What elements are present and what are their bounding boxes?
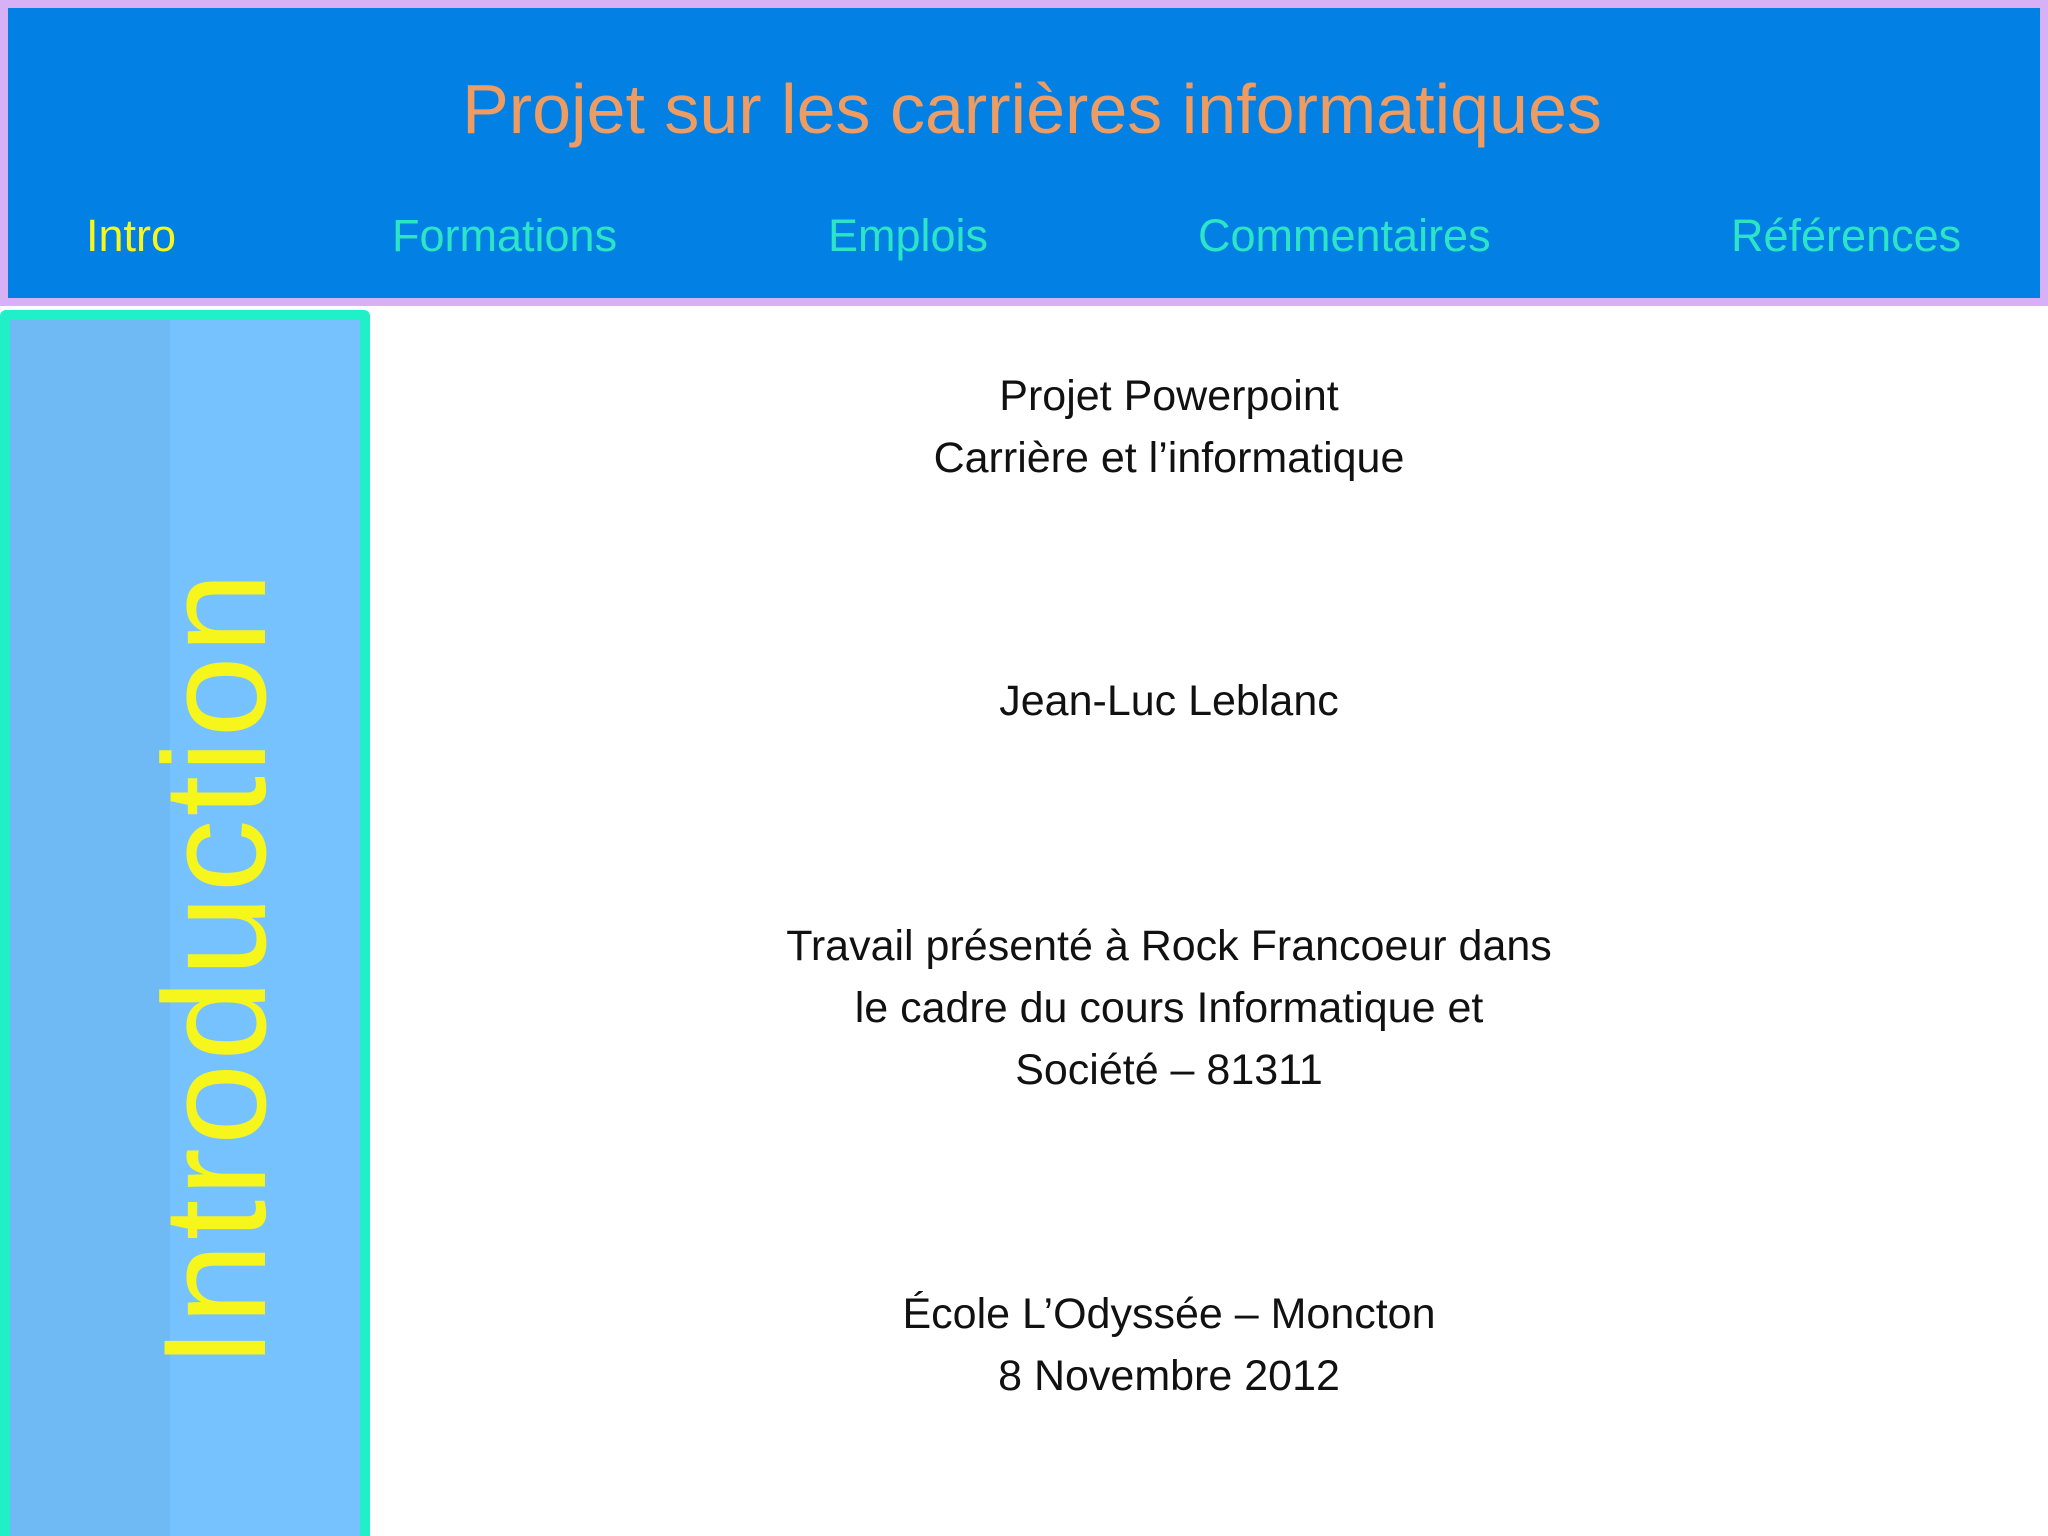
date: 8 Novembre 2012 bbox=[998, 1352, 1340, 1400]
nav-link-references[interactable]: Références bbox=[1731, 210, 1962, 261]
header-bar bbox=[0, 0, 2048, 306]
school-name: École L’Odyssée – Moncton bbox=[902, 1290, 1436, 1338]
presentation-line: le cadre du cours Informatique et bbox=[854, 984, 1484, 1032]
project-line: Projet Powerpoint bbox=[999, 372, 1339, 420]
nav-link-formations[interactable]: Formations bbox=[392, 210, 618, 261]
presentation-block bbox=[380, 915, 1958, 1101]
presentation-line: Société – 81311 bbox=[1015, 1046, 1323, 1094]
section-heading: Introduction bbox=[133, 569, 296, 1368]
nav-link-commentaires[interactable]: Commentaires bbox=[1198, 210, 1491, 261]
section-sidebar bbox=[0, 310, 370, 1536]
project-subtitle-line: Carrière et l’informatique bbox=[933, 434, 1405, 482]
presentation-line: Travail présenté à Rock Francoeur dans bbox=[786, 922, 1552, 970]
author-name: Jean-Luc Leblanc bbox=[999, 677, 1339, 725]
author-block bbox=[380, 670, 1958, 732]
nav-link-intro[interactable]: Intro bbox=[86, 210, 177, 261]
page-title: Projet sur les carrières informatiques bbox=[462, 70, 1602, 148]
project-block bbox=[380, 365, 1958, 489]
nav-link-emplois[interactable]: Emplois bbox=[828, 210, 989, 261]
school-block bbox=[380, 1283, 1958, 1407]
